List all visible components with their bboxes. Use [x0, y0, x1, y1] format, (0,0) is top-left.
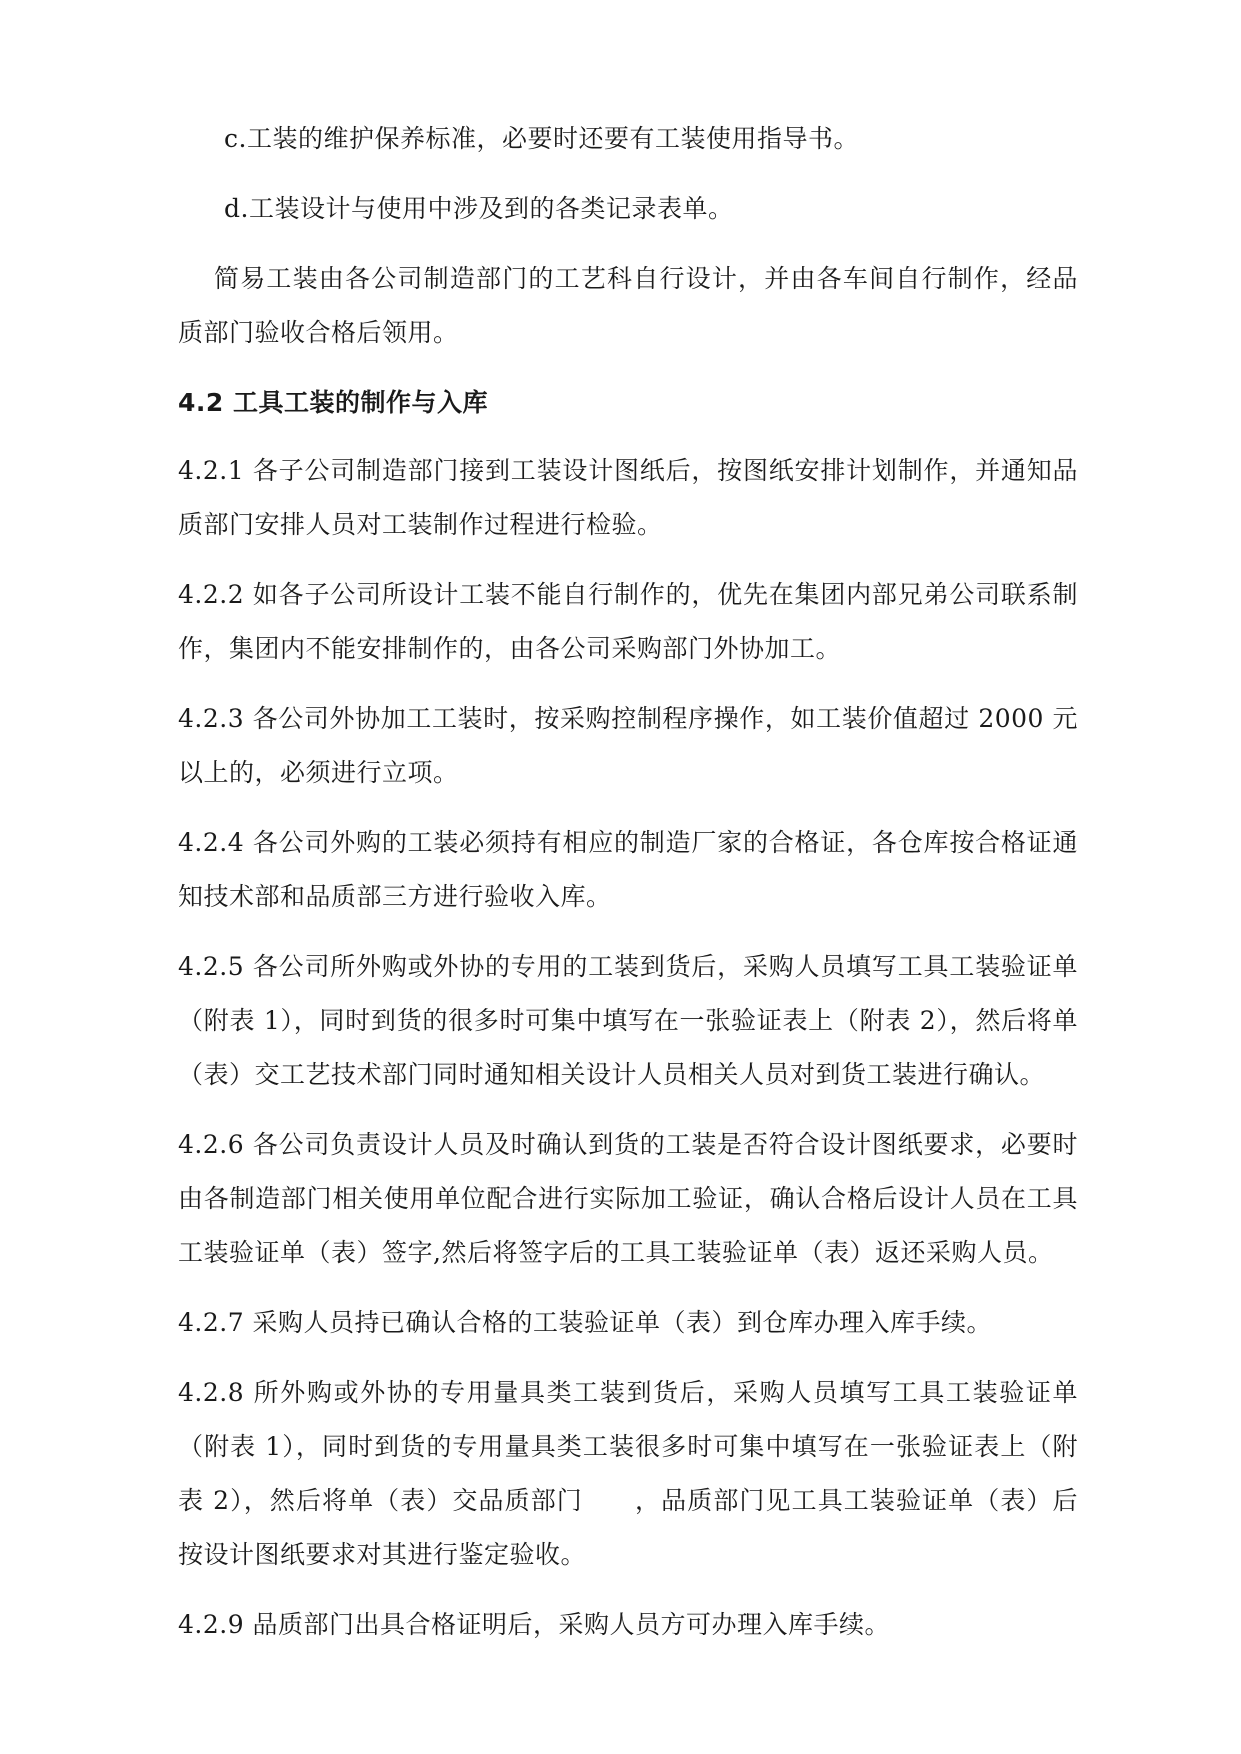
clause-4-2-3: 4.2.3 各公司外协加工工装时，按采购控制程序操作，如工装价值超过 2000 元以上的，必须进行立项。	[178, 704, 1078, 787]
clause-4-2-8: 4.2.8 所外购或外协的专用量具类工装到货后，采购人员填写工具工装验证单（附表 1），同时到货的专用量具类工装很多时可集中填写在一张验证表上（附表 2），然后将单（表）交品质部门 ，品质部门见工具工装验证单（表）后按设计图纸要求对其进行鉴定验收。	[178, 1378, 1078, 1569]
section-heading: 4.2 工具工装的制作与入库	[178, 388, 488, 417]
clause-4-2-4: 4.2.4 各公司外购的工装必须持有相应的制造厂家的合格证，各仓库按合格证通知技术部和品质部三方进行验收入库。	[178, 828, 1078, 911]
clause-4-2-7: 4.2.7 采购人员持已确认合格的工装验证单（表）到仓库办理入库手续。	[178, 1308, 993, 1337]
intro-paragraph: 简易工装由各公司制造部门的工艺科自行设计，并由各车间自行制作，经品质部门验收合格后领用。	[178, 264, 1078, 347]
clause-4-2-5: 4.2.5 各公司所外购或外协的专用的工装到货后，采购人员填写工具工装验证单（附表 1），同时到货的很多时可集中填写在一张验证表上（附表 2），然后将单（表）交工艺技术部门同时通知相关设计人员相关人员对到货工装进行确认。	[178, 952, 1078, 1089]
clause-4-2-9: 4.2.9 品质部门出具合格证明后，采购人员方可办理入库手续。	[178, 1610, 891, 1639]
clause-4-2-2: 4.2.2 如各子公司所设计工装不能自行制作的，优先在集团内部兄弟公司联系制作，集团内不能安排制作的，由各公司采购部门外协加工。	[178, 580, 1078, 663]
clause-4-2-6: 4.2.6 各公司负责设计人员及时确认到货的工装是否符合设计图纸要求，必要时由各制造部门相关使用单位配合进行实际加工验证，确认合格后设计人员在工具工装验证单（表）签字,然后将签字后的工具工装验证单（表）返还采购人员。	[178, 1130, 1078, 1267]
document-body	[178, 112, 1078, 1668]
list-item-d: d.工装设计与使用中涉及到的各类记录表单。	[224, 194, 734, 223]
list-item-c: c.工装的维护保养标准，必要时还要有工装使用指导书。	[224, 124, 859, 153]
clause-4-2-1: 4.2.1 各子公司制造部门接到工装设计图纸后，按图纸安排计划制作，并通知品质部门安排人员对工装制作过程进行检验。	[178, 456, 1078, 539]
